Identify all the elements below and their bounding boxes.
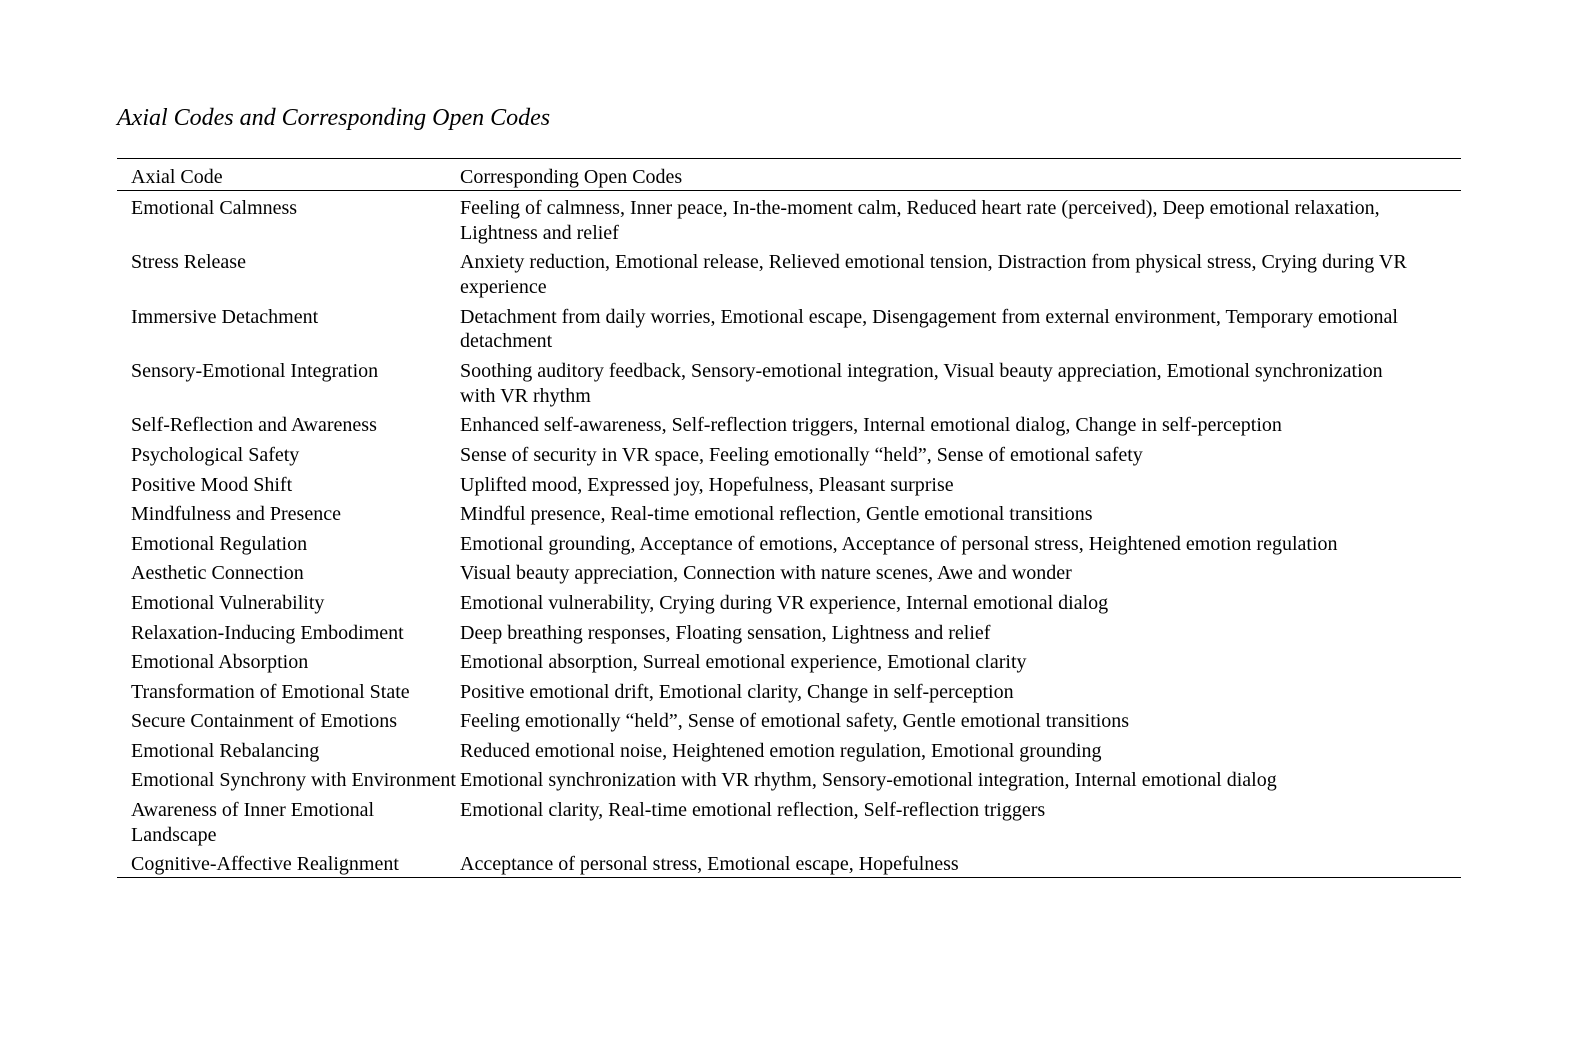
table-row	[117, 848, 1461, 877]
open-codes-cell: Emotional grounding, Acceptance of emotions, Acceptance of personal stress, Heightened emotion regulation	[460, 532, 1338, 555]
table-row	[117, 557, 1461, 587]
open-codes-cell: Detachment from daily worries, Emotional escape, Disengagement from external environment, Temporary emotional detachment	[460, 305, 1398, 353]
table-row	[117, 528, 1461, 558]
table-row	[117, 301, 1461, 355]
axial-code-cell: Immersive Detachment	[131, 305, 319, 328]
table-row	[117, 587, 1461, 617]
axial-code-cell: Awareness of Inner Emotional Landscape	[131, 799, 375, 846]
open-codes-cell: Mindful presence, Real-time emotional reflection, Gentle emotional transitions	[460, 503, 1093, 526]
open-codes-cell: Emotional clarity, Real-time emotional reflection, Self-reflection triggers	[460, 799, 1046, 822]
axial-code-cell: Emotional Regulation	[131, 532, 308, 555]
open-codes-cell: Reduced emotional noise, Heightened emotion regulation, Emotional grounding	[460, 739, 1102, 762]
table-caption: Axial Codes and Corresponding Open Codes	[117, 105, 551, 131]
table-row	[117, 190, 1461, 246]
axial-code-cell: Positive Mood Shift	[131, 473, 293, 496]
table-row	[117, 498, 1461, 528]
open-codes-cell: Visual beauty appreciation, Connection with nature scenes, Awe and wonder	[460, 562, 1072, 585]
table-row	[117, 676, 1461, 706]
open-codes-cell: Acceptance of personal stress, Emotional escape, Hopefulness	[460, 853, 959, 876]
table-row	[117, 735, 1461, 765]
header-open-codes: Corresponding Open Codes	[460, 166, 683, 188]
axial-codes-table	[117, 158, 1461, 878]
axial-code-cell: Transformation of Emotional State	[131, 680, 410, 703]
axial-code-cell: Sensory-Emotional Integration	[131, 359, 379, 382]
open-codes-cell: Anxiety reduction, Emotional release, Relieved emotional tension, Distraction from physical stress, Crying during VR experience	[460, 251, 1407, 298]
table-row	[117, 246, 1461, 300]
table-row	[117, 617, 1461, 647]
table-row	[117, 409, 1461, 439]
open-codes-cell: Soothing auditory feedback, Sensory-emotional integration, Visual beauty appreciation, Emotional synchronization with VR rhythm	[460, 359, 1383, 407]
table-row	[117, 646, 1461, 676]
table-body	[117, 190, 1461, 877]
open-codes-cell: Deep breathing responses, Floating sensation, Lightness and relief	[460, 621, 991, 644]
header-row	[117, 159, 1461, 191]
axial-code-cell: Mindfulness and Presence	[131, 503, 341, 526]
open-codes-cell: Uplifted mood, Expressed joy, Hopefulness, Pleasant surprise	[460, 473, 954, 496]
header-axial-code: Axial Code	[131, 166, 223, 188]
axial-code-cell: Stress Release	[131, 251, 246, 274]
axial-code-cell: Psychological Safety	[131, 443, 300, 466]
axial-code-cell: Emotional Absorption	[131, 651, 309, 674]
table-row	[117, 355, 1461, 409]
table-row	[117, 705, 1461, 735]
axial-code-cell: Self-Reflection and Awareness	[131, 414, 377, 437]
axial-code-cell: Emotional Synchrony with Environment	[131, 769, 456, 792]
open-codes-cell: Emotional synchronization with VR rhythm, Sensory-emotional integration, Internal emotional dialog	[460, 769, 1277, 792]
open-codes-cell: Sense of security in VR space, Feeling emotionally “held”, Sense of emotional safety	[460, 443, 1143, 466]
open-codes-cell: Emotional vulnerability, Crying during VR experience, Internal emotional dialog	[460, 591, 1109, 614]
table-header	[117, 159, 1461, 191]
axial-code-cell: Secure Containment of Emotions	[131, 710, 398, 733]
axial-code-cell: Aesthetic Connection	[131, 562, 304, 585]
table-row	[117, 764, 1461, 794]
table-row	[117, 439, 1461, 469]
table-row	[117, 794, 1461, 848]
open-codes-cell: Feeling of calmness, Inner peace, In-the-moment calm, Reduced heart rate (perceived), Deep emotional relaxation, Lightness and relief	[460, 196, 1380, 244]
open-codes-cell: Enhanced self-awareness, Self-reflection triggers, Internal emotional dialog, Change in self-perception	[460, 414, 1282, 437]
axial-code-cell: Relaxation-Inducing Embodiment	[131, 621, 404, 644]
open-codes-cell: Positive emotional drift, Emotional clarity, Change in self-perception	[460, 680, 1014, 703]
axial-code-cell: Emotional Rebalancing	[131, 739, 320, 762]
table-row	[117, 469, 1461, 499]
open-codes-cell: Emotional absorption, Surreal emotional experience, Emotional clarity	[460, 651, 1027, 674]
axial-codes-table-container	[117, 158, 1461, 878]
axial-code-cell: Cognitive-Affective Realignment	[131, 853, 399, 876]
open-codes-cell: Feeling emotionally “held”, Sense of emotional safety, Gentle emotional transitions	[460, 710, 1130, 733]
axial-code-cell: Emotional Calmness	[131, 196, 298, 219]
axial-code-cell: Emotional Vulnerability	[131, 591, 325, 614]
